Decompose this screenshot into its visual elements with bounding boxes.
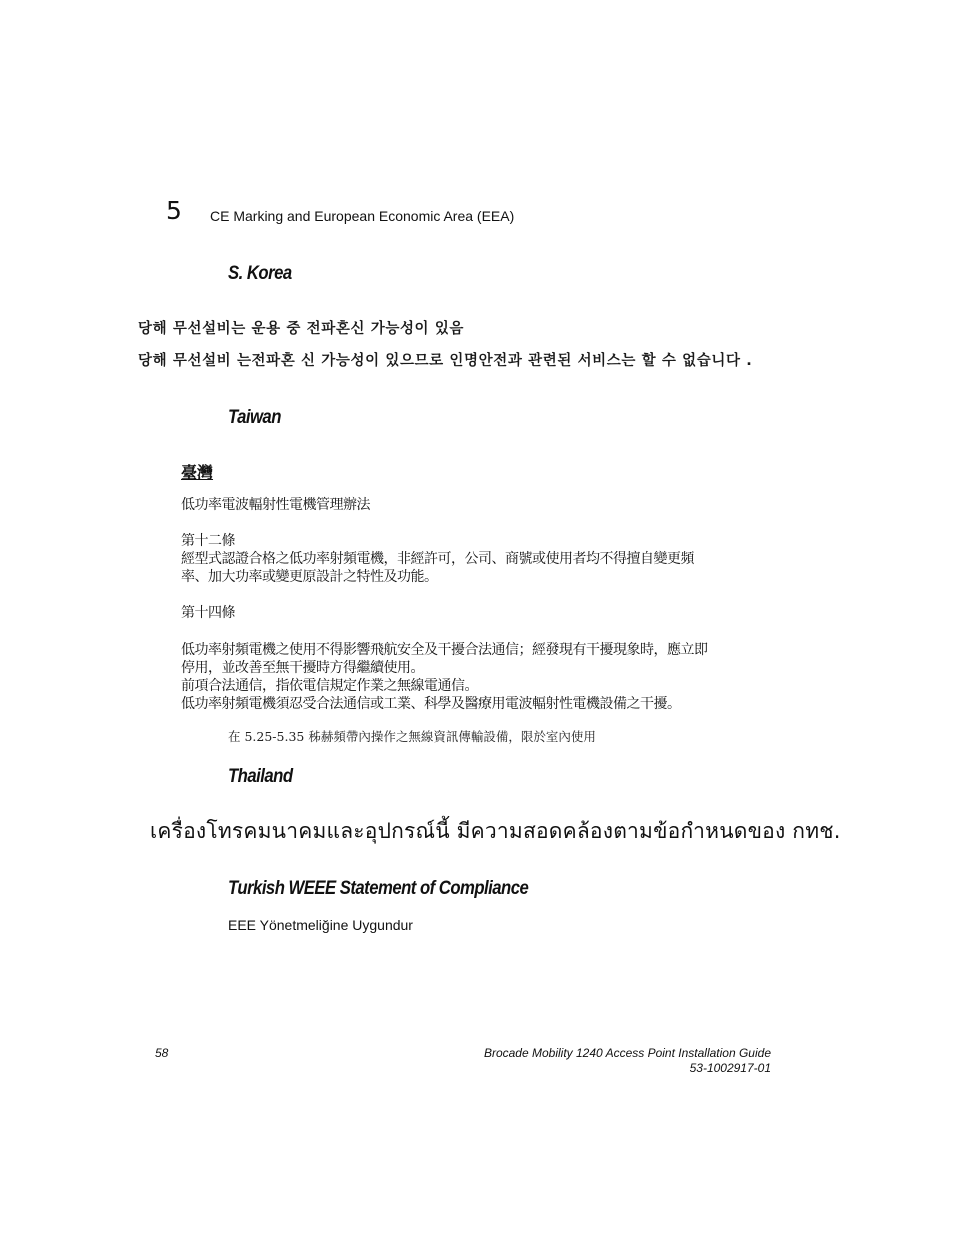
taiwan-article-14-line-2: 停用，並改善至無干擾時方得繼續使用。 [181,660,424,676]
thailand-compliance-text: เครื่องโทรคมนาคมและอุปกรณ์นี้ มีความสอดคล้องตามข้อกำหนดของ กทช. [150,819,841,843]
section-heading-turkish: Turkish WEEE Statement of Compliance [228,878,529,899]
taiwan-article-14-line-1: 低功率射頻電機之使用不得影響飛航安全及干擾合法通信；經發現有干擾現象時，應立即 [181,642,708,658]
taiwan-article-12-label: 第十二條 [181,533,235,549]
taiwan-law-name: 低功率電波輻射性電機管理辦法 [181,497,370,513]
section-heading-thailand: Thailand [228,766,293,787]
chapter-title: CE Marking and European Economic Area (EEA) [210,208,515,224]
taiwan-indoor-note: 在 5.25-5.35 秭赫頻帶內操作之無線資訊傳輸設備，限於室內使用 [228,729,596,744]
guide-title: Brocade Mobility 1240 Access Point Installation Guide [483,1046,771,1060]
taiwan-article-12-line-1: 經型式認證合格之低功率射頻電機，非經許可，公司、商號或使用者均不得擅自變更頻 [181,551,694,567]
page-number: 58 [155,1046,169,1060]
taiwan-title: 臺灣 [181,463,214,482]
section-heading-korea: S. Korea [228,263,292,284]
document-number: 53-1002917-01 [689,1061,771,1075]
taiwan-article-12-line-2: 率、加大功率或變更原設計之特性及功能。 [181,569,438,585]
taiwan-article-14-line-3: 前項合法通信，指依電信規定作業之無線電通信。 [181,678,478,694]
taiwan-article-14-label: 第十四條 [181,605,235,621]
korea-notice-line-2: 당해 무선설비 는전파혼 신 가능성이 있으므로 인명안전과 관련된 서비스는 할 수 없습니다 . [138,353,753,369]
turkish-compliance-text: EEE Yönetmeliğine Uygundur [228,917,413,933]
chapter-number: 5 [166,196,182,225]
korea-notice-line-1: 당해 무선설비는 운용 중 전파혼신 가능성이 있음 [138,321,465,337]
taiwan-article-14-line-4: 低功率射頻電機須忍受合法通信或工業、科學及醫療用電波輻射性電機設備之干擾。 [181,696,681,712]
section-heading-taiwan: Taiwan [228,407,281,428]
